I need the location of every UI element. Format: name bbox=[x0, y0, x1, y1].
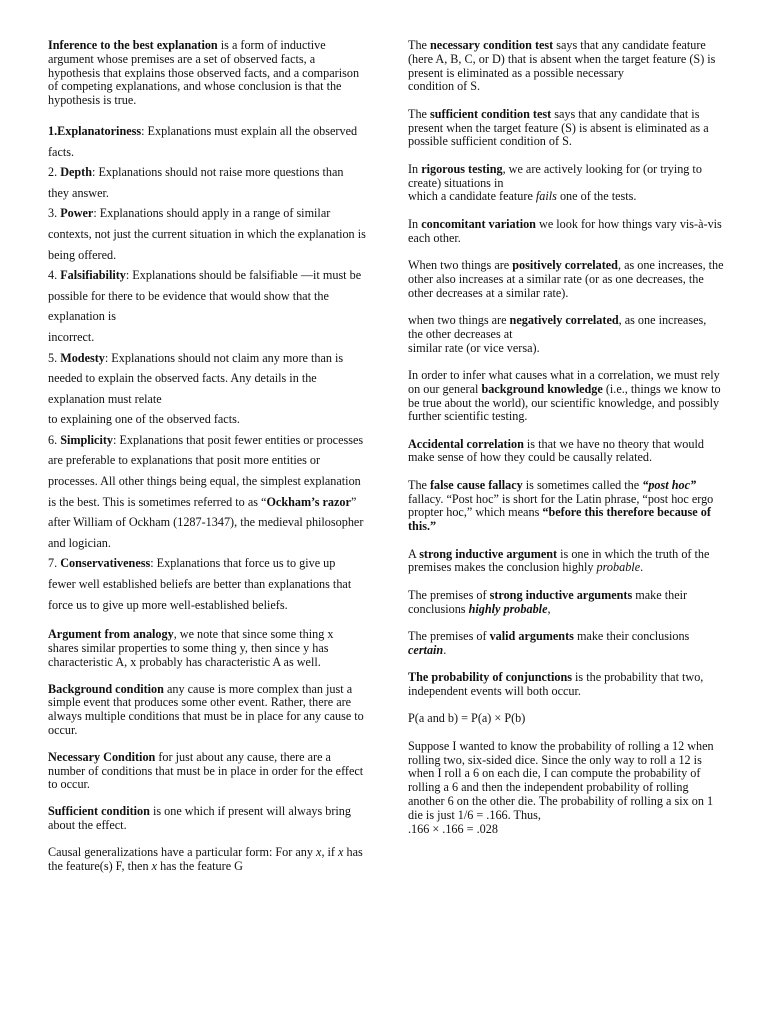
emphasis-text: Sufficient condition bbox=[48, 804, 150, 819]
text-run: : Explanations should be falsifiable —it must be possible for there to be evidence that would show that the explanation is bbox=[48, 268, 362, 324]
text-run: 4. bbox=[48, 268, 61, 283]
text-run: is that we have no theory that would make sense of how they could be causally related. bbox=[408, 436, 704, 465]
paragraph-necessary-condition-test bbox=[408, 39, 724, 94]
text-run: . bbox=[443, 642, 447, 657]
paragraph-causal-generalizations bbox=[48, 846, 366, 874]
text-run: In order to infer what causes what in a correlation, we must rely on our general bbox=[408, 367, 720, 396]
text-run: ” after William of Ockham (1287-1347), the medieval philosopher and logician. bbox=[48, 494, 364, 550]
emphasis-text: strong inductive argument bbox=[419, 546, 558, 561]
emphasis-text: “post hoc” bbox=[642, 477, 697, 492]
paragraph-sufficient-condition bbox=[48, 805, 366, 833]
text-run: In bbox=[408, 161, 422, 176]
text-run: any cause is more complex than just a simple event that produces some other event. Rather, there are always multiple conditions that must be in place for any cause to occur. bbox=[48, 681, 364, 738]
emphasis-text: strong inductive arguments bbox=[489, 587, 633, 602]
emphasis-text: Inference to the best explanation bbox=[48, 38, 218, 52]
text-run: The bbox=[408, 38, 430, 52]
text-run: , if bbox=[321, 844, 339, 859]
emphasis-text: Necessary Condition bbox=[48, 749, 156, 764]
paragraph-background-knowledge bbox=[408, 369, 724, 424]
criteria-list bbox=[48, 121, 366, 615]
paragraph-sufficient-condition-test bbox=[408, 108, 724, 149]
text-run: make their conclusions bbox=[408, 587, 688, 616]
text-run: : Explanations that force us to give up fewer well established beliefs are better than explanations that force us to give up more well-established beliefs. bbox=[48, 556, 352, 612]
text-run: which a candidate feature bbox=[408, 189, 536, 204]
text-run: Causal generalizations have a particular form: For any bbox=[48, 844, 317, 859]
paragraph-rigorous-testing bbox=[408, 163, 724, 204]
emphasis-text: probable bbox=[596, 560, 641, 575]
criterion-explanatoriness bbox=[48, 121, 366, 162]
emphasis-text: positively correlated bbox=[512, 257, 618, 272]
emphasis-text: Power bbox=[60, 206, 94, 221]
emphasis-text: certain bbox=[408, 642, 444, 657]
right-column bbox=[408, 39, 724, 836]
text-run: : Explanations should not claim any more than is needed to explain the observed facts. Any details in the explanation must relate bbox=[48, 350, 344, 406]
emphasis-text: rigorous testing bbox=[421, 161, 503, 176]
text-run: says that any candidate that is present when the target feature (S) is absent is eliminated as a bbox=[408, 106, 709, 135]
criterion-power bbox=[48, 203, 366, 265]
text-run: is one in which the truth of the premises makes the conclusion highly bbox=[408, 546, 710, 575]
emphasis-text: Falsifiability bbox=[60, 268, 126, 283]
text-run: In bbox=[408, 216, 422, 231]
text-run: A bbox=[408, 546, 420, 561]
paragraph-strong-inductive-premises bbox=[408, 589, 724, 617]
text-run: for just about any cause, there are a number of conditions that must be in place in order for the effect to occur. bbox=[48, 749, 364, 792]
criterion-modesty bbox=[48, 348, 366, 430]
text-run: P(a and b) = P(a) × P(b) bbox=[408, 711, 526, 726]
text-run: incorrect. bbox=[48, 329, 95, 344]
paragraph-argument-from-analogy bbox=[48, 628, 366, 669]
paragraph-dice-example bbox=[408, 740, 724, 837]
paragraph-positively-correlated bbox=[408, 259, 724, 300]
emphasis-text: background knowledge bbox=[481, 381, 603, 396]
text-run: : Explanations should apply in a range of similar contexts, not just the current situation in which the explanation is being offered. bbox=[48, 206, 366, 262]
paragraph-probability-of-conjunctions bbox=[408, 671, 724, 699]
text-run: . bbox=[640, 560, 644, 575]
paragraph-negatively-correlated bbox=[408, 314, 724, 355]
text-run: 7. bbox=[48, 556, 61, 571]
paragraph-necessary-condition bbox=[48, 751, 366, 792]
text-run: , we note that since some thing x shares similar properties to some thing y, then since y has characteristic A, x probably has characteristic A as well. bbox=[48, 627, 334, 669]
text-run: 2. bbox=[48, 165, 61, 180]
paragraph-false-cause-fallacy bbox=[408, 479, 724, 534]
text-run: : Explanations that posit fewer entities or processes are preferable to explanations that posit more entities or processes. All other things being equal, the simplest explanation is the best. This is sometimes referred to as “ bbox=[48, 432, 364, 509]
text-run: The premises of bbox=[408, 587, 490, 602]
emphasis-text: 1.Explanatoriness bbox=[48, 123, 142, 138]
emphasis-text: highly probable bbox=[468, 601, 548, 616]
text-run: 5. bbox=[48, 350, 61, 365]
text-run: , as one increases, the other decreases at bbox=[408, 312, 707, 341]
text-run: to explaining one of the observed facts. bbox=[48, 412, 240, 427]
text-run: , as one increases, the other also increases at a similar rate (or as one decreases, the other decreases at a similar rate). bbox=[408, 257, 724, 300]
text-run: has the feature G bbox=[157, 858, 243, 873]
emphasis-text: Modesty bbox=[60, 350, 105, 365]
text-run: is one which if present will always bring about the effect. bbox=[48, 804, 351, 832]
emphasis-text: negatively correlated bbox=[509, 312, 619, 327]
text-run: make their conclusions bbox=[573, 629, 690, 644]
text-run: is sometimes called the bbox=[522, 477, 643, 492]
emphasis-text: The probability of conjunctions bbox=[408, 670, 572, 685]
text-run: similar rate (or vice versa). bbox=[408, 340, 540, 355]
text-run: (i.e., things we know to be true about the world), our scientific knowledge, and possibly further scientific testing. bbox=[408, 381, 721, 424]
paragraph-inference-best-explanation bbox=[48, 39, 366, 108]
emphasis-text: sufficient condition test bbox=[430, 106, 552, 121]
text-run: we look for how things vary vis-à-vis each other. bbox=[408, 216, 722, 245]
text-run: 3. bbox=[48, 206, 61, 221]
text-run: Suppose I wanted to know the probability of rolling a 12 when rolling two, six-sided dice. Since the only way to roll a 12 is when I roll a 6 on each die, I can compute the probability of rolling a 6 and then the independent probability of rolling another 6 on the other die. The probability of rolling a six on 1 die is just 1/6 = .166. Thus, bbox=[408, 738, 714, 822]
text-run: , bbox=[547, 601, 551, 616]
formula-conjunction bbox=[408, 712, 724, 726]
criterion-falsifiability bbox=[48, 265, 366, 347]
text-run: is a form of inductive argument whose premises are a set of observed facts, a hypothesis that explains those observed facts, and a comparison of competing explanations, and whose conclusion is that the hypothesis is true. bbox=[48, 38, 360, 108]
emphasis-text: Conservativeness bbox=[60, 556, 151, 571]
text-run: , we are actively looking for (or trying to create) situations in bbox=[408, 161, 702, 190]
paragraph-concomitant-variation bbox=[408, 218, 724, 246]
text-run: When two things are bbox=[408, 257, 513, 272]
criterion-conservativeness bbox=[48, 553, 366, 615]
emphasis-text: Background condition bbox=[48, 681, 164, 696]
criterion-simplicity bbox=[48, 430, 366, 554]
text-run: 6. bbox=[48, 432, 61, 447]
emphasis-text: necessary condition test bbox=[430, 38, 554, 52]
text-run: fallacy. “Post hoc” is short for the Latin phrase, “post hoc ergo propter hoc,” which means bbox=[408, 491, 714, 520]
emphasis-text: concomitant variation bbox=[421, 216, 536, 231]
text-run: The bbox=[408, 106, 430, 121]
paragraph-strong-inductive-argument bbox=[408, 548, 724, 576]
text-run: says that any candidate feature (here A, B, C, or D) that is absent when the target feature (S) is present is eliminated as a possible necessary bbox=[408, 38, 716, 80]
emphasis-text: Depth bbox=[60, 165, 93, 180]
text-run: possible sufficient condition of S. bbox=[408, 134, 572, 149]
text-run: is the probability that two, independent events will both occur. bbox=[408, 670, 704, 699]
emphasis-text: x bbox=[338, 844, 344, 859]
criterion-depth bbox=[48, 162, 366, 203]
text-run: condition of S. bbox=[408, 79, 481, 94]
emphasis-text: fails bbox=[535, 189, 557, 204]
text-run: The premises of bbox=[408, 629, 490, 644]
emphasis-text: Accidental correlation bbox=[408, 436, 524, 451]
text-run: .166 × .166 = .028 bbox=[408, 821, 498, 836]
emphasis-text: x bbox=[151, 858, 158, 873]
paragraph-valid-arguments bbox=[408, 630, 724, 658]
text-run: has the feature(s) F, then bbox=[48, 844, 363, 873]
text-run: The bbox=[408, 477, 430, 492]
left-column bbox=[48, 39, 366, 873]
text-run: : Explanations must explain all the observed facts. bbox=[48, 123, 358, 159]
text-run: when two things are bbox=[408, 312, 510, 327]
text-run: : Explanations should not raise more questions than they answer. bbox=[48, 165, 344, 200]
emphasis-text: Argument from analogy bbox=[48, 627, 174, 642]
text-run: one of the tests. bbox=[556, 189, 637, 204]
emphasis-text: x bbox=[316, 844, 322, 859]
emphasis-text: Ockham’s razor bbox=[266, 494, 351, 509]
emphasis-text: valid arguments bbox=[489, 629, 574, 644]
emphasis-text: “before this therefore because of this.” bbox=[408, 505, 711, 534]
emphasis-text: Simplicity bbox=[60, 432, 114, 447]
paragraph-background-condition bbox=[48, 683, 366, 738]
emphasis-text: false cause fallacy bbox=[430, 477, 523, 492]
paragraph-accidental-correlation bbox=[408, 438, 724, 466]
